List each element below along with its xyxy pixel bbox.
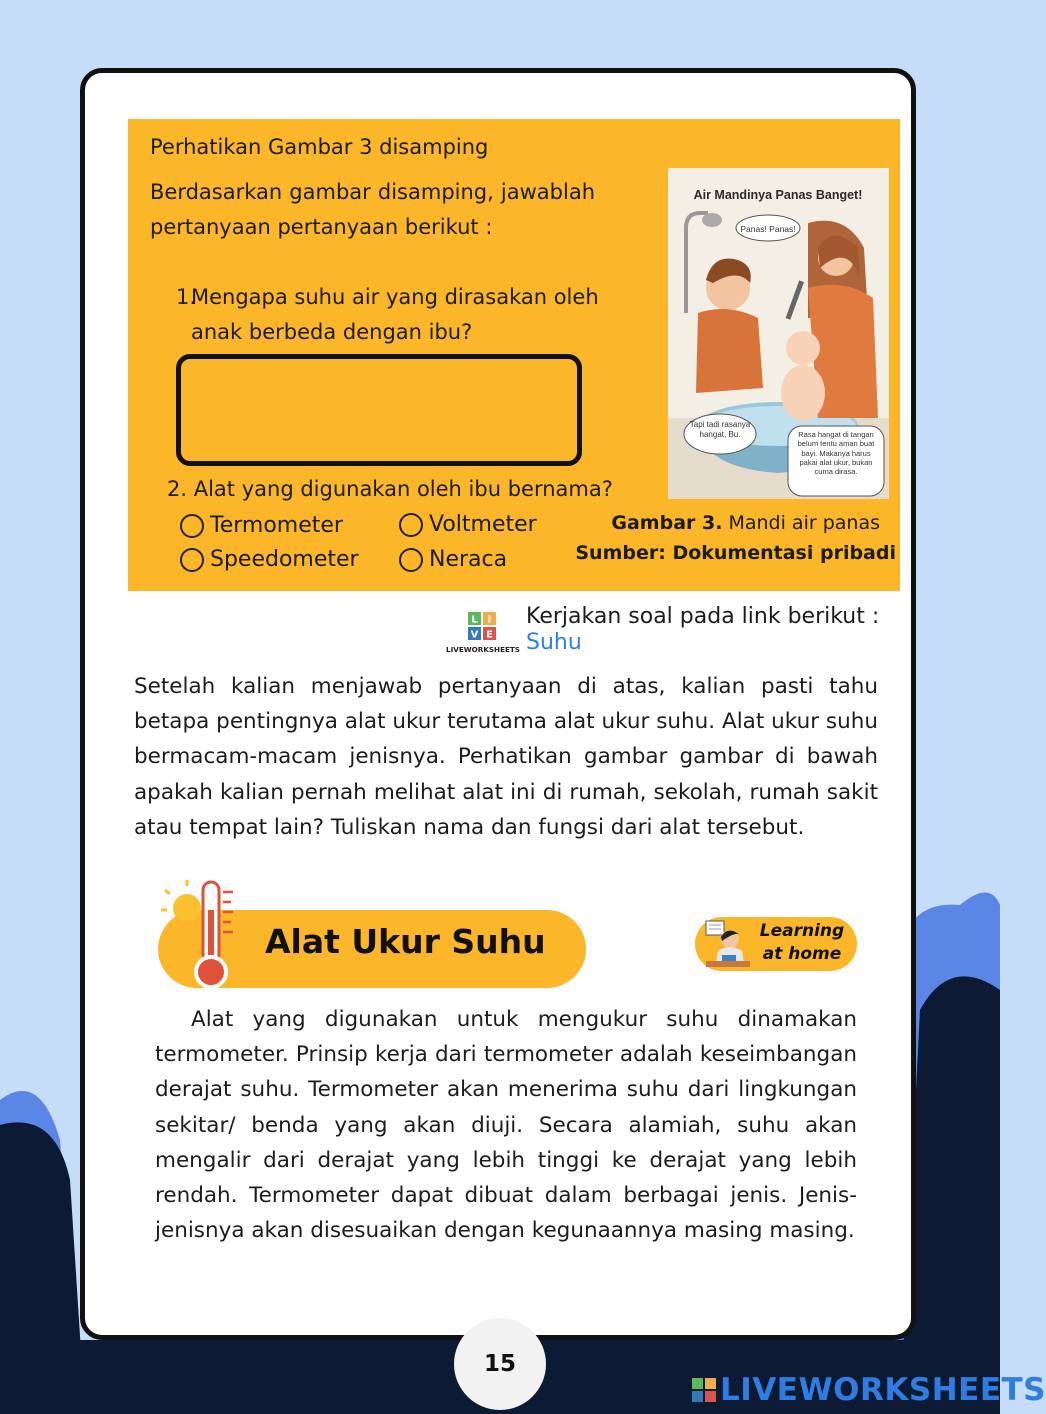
badge-line-2: at home: [762, 944, 842, 964]
figure-source: Sumber: Dokumentasi pribadi: [575, 542, 896, 564]
svg-text:E: E: [486, 629, 493, 641]
page-number: 15: [454, 1318, 546, 1410]
option-speedometer[interactable]: [180, 547, 359, 572]
worksheet-intro: Perhatikan Gambar 3 disamping: [150, 135, 489, 159]
illustration-title: Air Mandinya Panas Banget!: [693, 188, 863, 202]
option-termometer[interactable]: [180, 513, 343, 538]
worksheet-instruction: Berdasarkan gambar disamping, jawablah pertanyaan pertanyaan berikut :: [150, 180, 595, 239]
bath-scene-graphic: [668, 168, 889, 499]
question-2-number: 2.: [167, 477, 188, 501]
logo-wordmark: LIVEWORKSHEETS: [446, 645, 520, 654]
liveworksheets-logo: [446, 610, 520, 656]
svg-text:L: L: [471, 614, 478, 626]
answer-input-q1[interactable]: [176, 354, 582, 466]
bubble-child: Panas! Panas!: [740, 224, 796, 234]
option-neraca[interactable]: [399, 547, 507, 572]
intro-paragraph: Setelah kalian menjawab pertanyaan di atas, kalian pasti tahu betapa pentingnya alat ukur terutama alat ukur suhu. Alat ukur suhu bermacam-macam jenisnya. Perhatikan gambar gambar di bawah apakah kalian pernah melihat alat ini di rumah, sekolah, rumah sakit atau tempat lain? Tuliskan nama dan fungsi dari alat tersebut.: [134, 674, 878, 840]
watermark-text: LIVEWORKSHEETS: [720, 1372, 1046, 1408]
bubble-left: Tapi tadi rasanya hangat, Bu.: [689, 420, 751, 439]
figure-caption-label: Gambar 3.: [611, 512, 723, 534]
bubble-right: Rasa hangat di tangan belum tentu aman buat bayi. Makanya harus pakai alat ukur, bukan cuma dirasa.: [797, 430, 875, 477]
option-label: Termometer: [210, 513, 343, 538]
thermometer-icon: [165, 880, 245, 990]
thermometer-paragraph: [155, 1002, 857, 1248]
question-1-number: 1.: [176, 285, 197, 309]
watermark-logo-icon: [692, 1378, 716, 1402]
learning-at-home-text: [752, 920, 852, 966]
question-2-text: Alat yang digunakan oleh ibu bernama?: [193, 477, 613, 501]
radio-circle[interactable]: [180, 548, 204, 572]
svg-text:V: V: [470, 629, 479, 641]
question-2: [167, 472, 613, 507]
svg-text:I: I: [487, 614, 492, 626]
link-instruction: Kerjakan soal pada link berikut :: [526, 604, 880, 629]
radio-circle[interactable]: [399, 548, 423, 572]
option-label: Voltmeter: [429, 512, 537, 537]
question-1-text: Mengapa suhu air yang dirasakan oleh anak berbeda dengan ibu?: [191, 285, 599, 344]
badge-line-1: Learning: [759, 921, 845, 941]
student-studying-icon: [700, 915, 756, 971]
liveworksheets-logo-icon: [446, 610, 520, 656]
illustration-bath: [668, 168, 889, 499]
figure-caption: [590, 512, 880, 534]
radio-circle[interactable]: [399, 513, 423, 537]
suhu-link[interactable]: Suhu: [526, 630, 582, 655]
option-voltmeter[interactable]: [399, 512, 537, 537]
radio-circle[interactable]: [180, 514, 204, 538]
option-label: Neraca: [429, 547, 508, 572]
section-title: Alat Ukur Suhu: [265, 922, 546, 961]
option-label: Speedometer: [210, 547, 359, 572]
thermometer-paragraph-text: Alat yang digunakan untuk mengukur suhu dinamakan termometer. Prinsip kerja dari termometer adalah keseimbangan derajat suhu. Termometer akan menerima suhu dari lingkungan sekitar/ benda yang akan diuji. Secara alamiah, suhu akan mengalir dari derajat yang lebih tinggi ke derajat yang lebih rendah. Termometer dapat dibuat dalam berbagai jenis. Jenis-jenisnya akan disesuaikan dengan kegunaannya masing masing.: [155, 1007, 857, 1244]
figure-caption-text: Mandi air panas: [722, 512, 880, 534]
